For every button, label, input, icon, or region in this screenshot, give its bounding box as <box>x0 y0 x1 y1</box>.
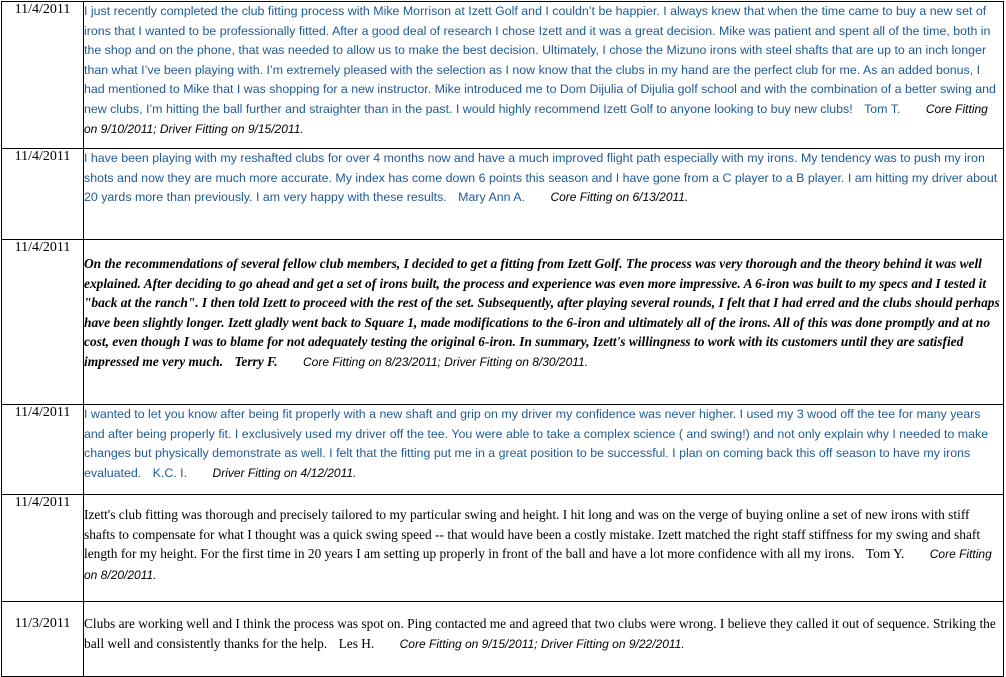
testimonial-row <box>2 149 1004 240</box>
testimonial-row <box>2 495 1004 602</box>
fitting-note: Core Fitting on 8/20/2011. <box>84 547 992 582</box>
testimonial-text: I just recently completed the club fitting process with Mike Morrison at Izett Golf and I couldn’t be happier. I always knew that when the time came to buy a new set of irons that I wanted to be professionally fitted. After a good deal of research I chose Izett and it was a great decision. Mike was patient and spent all of the time, both in the shop and on the phone, that was needed to allow us to make the best decision. Ultimately, I chose the Mizuno irons with steel shafts that are up to an inch longer than what I’ve been playing with. I’m extremely pleased with the selection as I now know that the clubs in my hand are the perfect club for me. As an added bonus, I had mentioned to Mike that I was shopping for a new instructor. Mike introduced me to Dom Dijulia of Dijulia golf school and with the combination of a better swing and new clubs, I’m hitting the ball further and straighter than in the past. I would highly recommend Izett Golf to anyone looking to buy new clubs! <box>84 4 996 116</box>
testimonial-author: Tom Y. <box>865 546 905 562</box>
testimonial-date: 11/4/2011 <box>2 2 84 149</box>
testimonial-row <box>2 405 1004 495</box>
testimonial-author: Tom T. <box>864 101 901 116</box>
testimonial-body <box>84 405 1004 495</box>
testimonial-author: Les H. <box>338 635 375 651</box>
testimonial-body <box>84 240 1004 405</box>
testimonial-text: Clubs are working well and I think the process was spot on. Ping contacted me and agreed that two clubs were wrong. I believe they called it out of sequence. Striking the ball well and consistently thanks for the help. <box>84 616 996 651</box>
testimonials-table <box>1 1 1004 677</box>
testimonial-author: Terry F. <box>234 353 278 369</box>
testimonial-body <box>84 495 1004 602</box>
testimonial-body <box>84 602 1004 677</box>
fitting-note: Core Fitting on 9/15/2011; Driver Fitting on 9/22/2011. <box>399 636 685 651</box>
fitting-note: Driver Fitting on 4/12/2011. <box>212 465 357 480</box>
testimonial-row <box>2 602 1004 677</box>
testimonial-date: 11/4/2011 <box>2 149 84 240</box>
testimonial-text: I have been playing with my reshafted clubs for over 4 months now and have a much improved flight path especially with my irons. My tendency was to push my iron shots and now they are much more accurate. My index has come down 6 points this season and I have gone from a C player to a B player. I am hitting my driver about 20 yards more than previously. I am very happy with these results. <box>84 151 998 205</box>
testimonial-author: Mary Ann A. <box>458 190 525 205</box>
testimonial-text: I wanted to let you know after being fit properly with a new shaft and grip on my driver my confidence was never higher. I used my 3 wood off the tee for many years and after being properly fit. I exclusively used my driver off the tee. You were able to take a complex science ( and swing!) and not only explain why I needed to make changes but physically demonstrate as well. I felt that the fitting put me in a great position to be successful. I plan on coming back this off season to have my irons evaluated. <box>84 407 989 480</box>
testimonial-row <box>2 2 1004 149</box>
fitting-note: Core Fitting on 9/10/2011; Driver Fitting on 9/15/2011. <box>84 101 988 136</box>
fitting-note: Core Fitting on 8/23/2011; Driver Fitting on 8/30/2011. <box>302 354 589 369</box>
testimonial-date: 11/4/2011 <box>2 405 84 495</box>
testimonial-date: 11/4/2011 <box>2 240 84 405</box>
testimonial-text: On the recommendations of several fellow club members, I decided to get a fitting from Izett Golf. The process was very thorough and the theory behind it was well explained. After deciding to go ahead and get a set of irons built, the process and experience was even more impressive. A 6-iron was built to my specs and I tested it "back at the ranch". I then told Izett to proceed with the rest of the set. Subsequently, after playing several rounds, I felt that I had erred and the clubs should perhaps have been slightly longer. Izett gladly went back to Square 1, made modifications to the 6-iron and ultimately all of the irons. All of this was done promptly and at no cost, even though I was to blame for not adequately testing the original 6-iron. In summary, Izett's willingness to work with its customers until they are satisfied impressed me very much. <box>84 256 1000 369</box>
fitting-note: Core Fitting on 6/13/2011. <box>550 190 689 205</box>
testimonial-body <box>84 2 1004 149</box>
testimonial-date: 11/4/2011 <box>2 495 84 602</box>
testimonial-row <box>2 240 1004 405</box>
testimonial-date: 11/3/2011 <box>2 602 84 677</box>
testimonial-text: Izett's club fitting was thorough and precisely tailored to my particular swing and height. I hit long and was on the verge of buying online a set of new irons with stiff shafts to compensate for what I thought was a quick swing speed -- that would have been a costly mistake. Izett matched the right staff stiffness for my swing and shaft length for my height. For the first time in 20 years I am setting up properly in front of the ball and have a lot more confidence with all my irons. <box>84 507 981 562</box>
testimonial-author: K.C. I. <box>152 465 188 480</box>
testimonial-body <box>84 149 1004 240</box>
